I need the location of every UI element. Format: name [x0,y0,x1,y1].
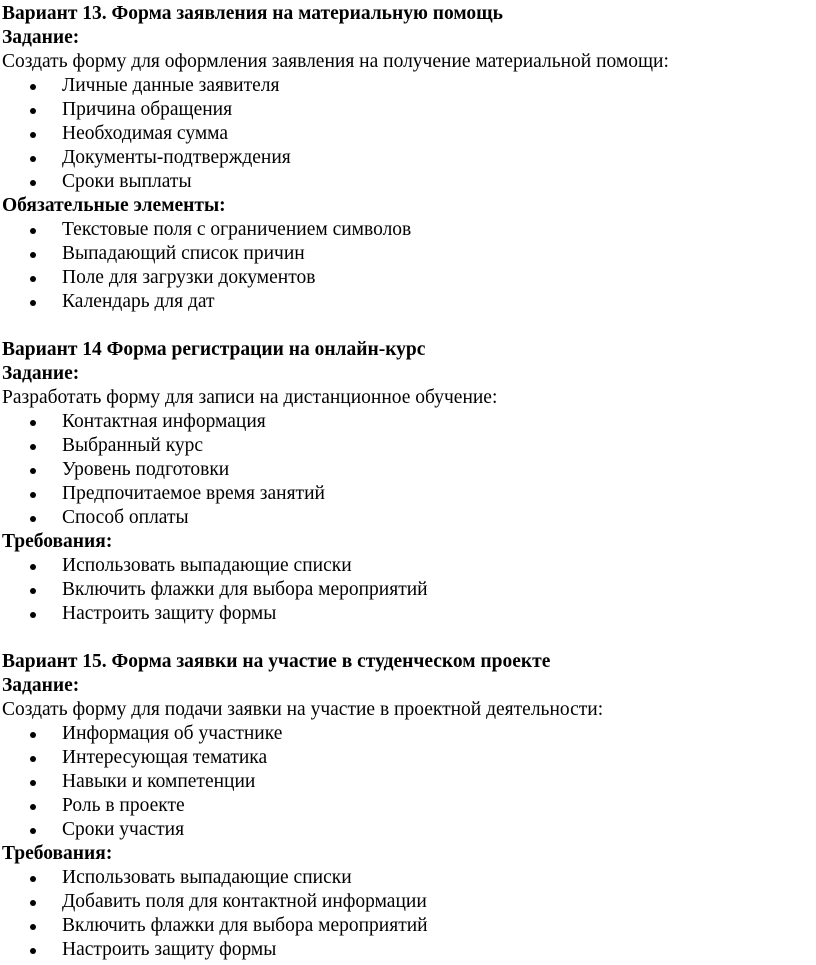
list-item: Настроить защиту формы [2,938,816,962]
variant-title: Вариант 15. Форма заявки на участие в студенческом проекте [2,651,551,672]
bullet-icon [30,516,36,522]
bullet-icon [30,276,36,282]
task-list [2,410,816,530]
task-text: Разработать форму для записи на дистанционное обучение: [2,387,498,408]
list-item: Выпадающий список причин [2,242,816,266]
bullet-icon [30,492,36,498]
requirements-list [2,866,816,962]
bullet-icon [30,180,36,186]
list-item: Роль в проекте [2,794,816,818]
document-page [2,2,816,962]
list-item: Причина обращения [2,98,816,122]
list-item: Календарь для дат [2,290,816,314]
list-item: Информация об участнике [2,722,816,746]
list-item: Текстовые поля с ограничением символов [2,218,816,242]
variant-title: Вариант 14 Форма регистрации на онлайн-курс [2,339,426,360]
bullet-icon [30,804,36,810]
bullet-icon [30,468,36,474]
requirements-list [2,554,816,626]
list-item: Интересующая тематика [2,746,816,770]
bullet-icon [30,300,36,306]
bullet-icon [30,252,36,258]
list-item: Использовать выпадающие списки [2,554,816,578]
task-text: Создать форму для подачи заявки на участие в проектной деятельности: [2,699,604,720]
bullet-icon [30,732,36,738]
bullet-icon [30,228,36,234]
bullet-icon [30,828,36,834]
requirements-heading: Требования: [2,531,113,552]
list-item: Личные данные заявителя [2,74,816,98]
list-item: Навыки и компетенции [2,770,816,794]
task-list [2,74,816,194]
list-item: Сроки выплаты [2,170,816,194]
requirements-heading: Обязательные элементы: [2,195,226,216]
list-item: Добавить поля для контактной информации [2,890,816,914]
task-heading: Задание: [2,27,80,48]
bullet-icon [30,612,36,618]
bullet-icon [30,84,36,90]
list-item: Необходимая сумма [2,122,816,146]
list-item: Поле для загрузки документов [2,266,816,290]
task-heading: Задание: [2,363,80,384]
bullet-icon [30,564,36,570]
requirements-list [2,218,816,314]
bullet-icon [30,876,36,882]
bullet-icon [30,420,36,426]
bullet-icon [30,156,36,162]
bullet-icon [30,444,36,450]
variant-13-section [2,2,816,314]
bullet-icon [30,900,36,906]
list-item: Включить флажки для выбора мероприятий [2,578,816,602]
list-item: Включить флажки для выбора мероприятий [2,914,816,938]
task-heading: Задание: [2,675,80,696]
list-item: Использовать выпадающие списки [2,866,816,890]
task-text: Создать форму для оформления заявления на получение материальной помощи: [2,51,669,72]
list-item: Выбранный курс [2,434,816,458]
bullet-icon [30,924,36,930]
list-item: Документы-подтверждения [2,146,816,170]
task-list [2,722,816,842]
bullet-icon [30,948,36,954]
list-item: Сроки участия [2,818,816,842]
list-item: Уровень подготовки [2,458,816,482]
bullet-icon [30,108,36,114]
list-item: Способ оплаты [2,506,816,530]
requirements-heading: Требования: [2,843,113,864]
variant-15-section [2,650,816,962]
bullet-icon [30,780,36,786]
list-item: Контактная информация [2,410,816,434]
bullet-icon [30,756,36,762]
variant-14-section [2,338,816,626]
list-item: Предпочитаемое время занятий [2,482,816,506]
list-item: Настроить защиту формы [2,602,816,626]
bullet-icon [30,588,36,594]
variant-title: Вариант 13. Форма заявления на материальную помощь [2,3,503,24]
bullet-icon [30,132,36,138]
